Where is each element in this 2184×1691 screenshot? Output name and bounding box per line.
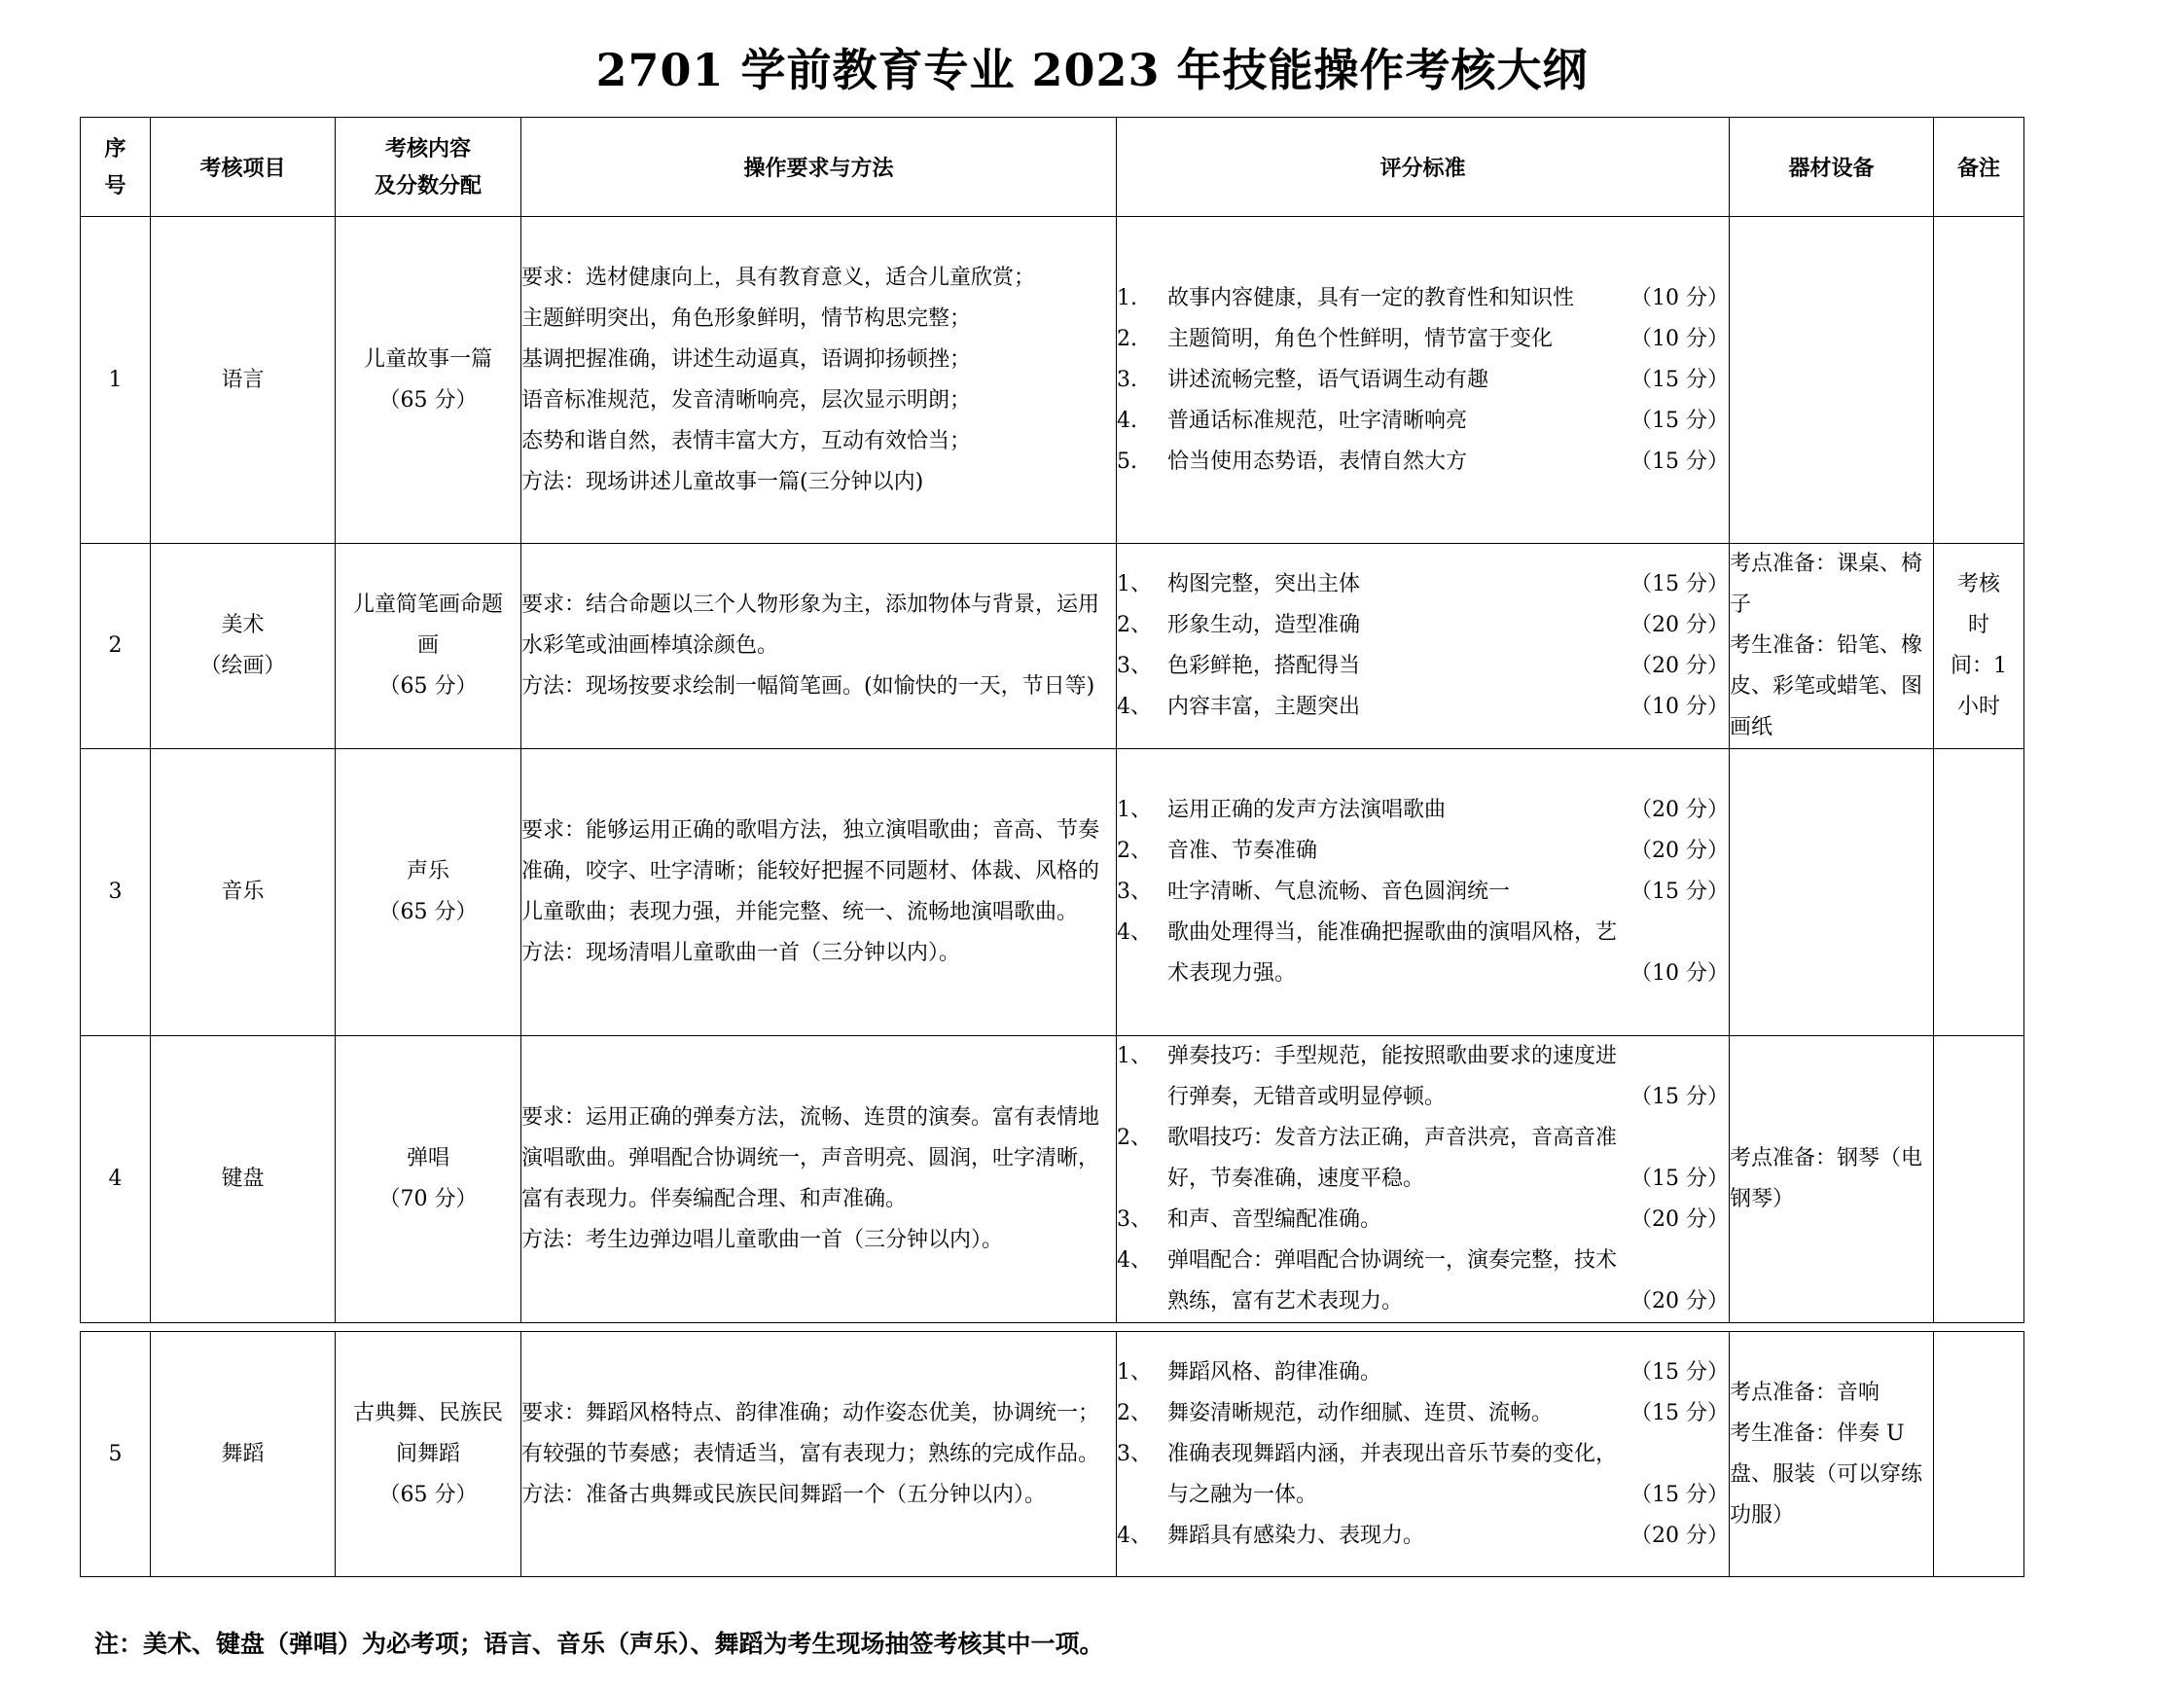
criteria-score: （15 分） <box>1630 880 1729 904</box>
equipment-cell <box>1730 1332 1934 1577</box>
criteria-score: （15 分） <box>1630 572 1729 596</box>
criteria-score: （15 分） <box>1630 1085 1729 1109</box>
criteria-text: 故事内容健康，具有一定的教育性和知识性 <box>1167 285 1575 310</box>
project-cell <box>151 1036 336 1323</box>
criteria-cell <box>1117 749 1730 1036</box>
method-cell <box>521 749 1117 1036</box>
header-content <box>336 118 521 217</box>
criteria-text: 形象生动，造型准确 <box>1167 613 1361 637</box>
criteria-score: （20 分） <box>1630 1523 1729 1548</box>
content-score: （65 分） <box>378 387 478 413</box>
criteria-text: 吐字清晰、气息流畅、音色圆润统一 <box>1167 880 1511 904</box>
method-line: 方法：准备古典舞或民族民间舞蹈一个（五分钟以内）。 <box>521 1482 1047 1507</box>
project-cell <box>151 217 336 544</box>
criteria-number: 3、 <box>1117 880 1152 904</box>
method-line: 要求：能够运用正确的歌唱方法，独立演唱歌曲；音高、节奏准确，咬字、吐字清晰；能较好把握不同题材、体裁、风格的儿童歌曲；表现力强，并能完整、统一、流畅地演唱歌曲。 <box>521 818 1100 924</box>
criteria-text: 讲述流畅完整，语气语调生动有趣 <box>1167 367 1489 392</box>
criteria-item <box>1117 1200 1729 1241</box>
header-project: 考核项目 <box>151 118 336 217</box>
criteria-item <box>1117 605 1729 646</box>
content-cell <box>336 544 521 749</box>
criteria-score: （10 分） <box>1630 285 1729 310</box>
project-cell <box>151 544 336 749</box>
equipment-line: 考点准备：钢琴（电钢琴） <box>1730 1146 1923 1211</box>
criteria-list <box>1117 1036 1729 1322</box>
criteria-item <box>1117 913 1729 994</box>
criteria-score: （20 分） <box>1630 654 1729 678</box>
method-line: 态势和谐自然，表情丰富大方，互动有效恰当； <box>521 428 972 453</box>
criteria-text: 歌唱技巧：发音方法正确，声音洪亮，音高音准好，节奏准确，速度平稳。 <box>1167 1126 1618 1191</box>
criteria-item <box>1117 646 1729 687</box>
equipment-cell <box>1730 217 1934 544</box>
table-row <box>81 1036 2024 1323</box>
criteria-score: （15 分） <box>1630 1482 1729 1507</box>
equipment-line: 考点准备：音响 <box>1730 1380 1880 1405</box>
content-cell <box>336 1036 521 1323</box>
criteria-score: （20 分） <box>1630 1207 1729 1232</box>
criteria-number: 1、 <box>1117 1359 1152 1385</box>
equipment-line: 考点准备：课桌、椅子 <box>1730 552 1923 617</box>
header-content-line2: 及分数分配 <box>374 172 482 198</box>
criteria-score: （20 分） <box>1630 613 1729 637</box>
criteria-number: 2、 <box>1117 1400 1152 1425</box>
criteria-text: 色彩鲜艳，搭配得当 <box>1167 654 1361 678</box>
criteria-list <box>1117 1352 1729 1557</box>
equipment-cell <box>1730 1036 1934 1323</box>
criteria-text: 主题简明，角色个性鲜明，情节富于变化 <box>1167 326 1554 351</box>
criteria-number: 1、 <box>1117 572 1152 596</box>
criteria-item <box>1117 831 1729 872</box>
criteria-score: （10 分） <box>1630 695 1729 719</box>
criteria-number: 3、 <box>1117 1441 1152 1466</box>
criteria-item <box>1117 1516 1729 1557</box>
project-name: 音乐 <box>221 880 265 904</box>
criteria-number: 1、 <box>1117 798 1152 822</box>
criteria-list <box>1117 790 1729 994</box>
criteria-text: 舞蹈具有感染力、表现力。 <box>1167 1523 1425 1548</box>
criteria-score: （15 分） <box>1630 1167 1729 1191</box>
criteria-number: 3. <box>1117 367 1137 392</box>
method-line: 方法：现场讲述儿童故事一篇(三分钟以内) <box>521 469 924 494</box>
criteria-cell <box>1117 217 1730 544</box>
criteria-number: 5. <box>1117 449 1137 474</box>
criteria-number: 3、 <box>1117 1207 1152 1232</box>
header-seq: 序号 <box>81 118 151 217</box>
criteria-text: 弹唱配合：弹唱配合协调统一，演奏完整，技术熟练，富有艺术表现力。 <box>1167 1248 1618 1313</box>
criteria-score: （15 分） <box>1630 367 1729 392</box>
method-line: 要求：运用正确的弹奏方法，流畅、连贯的演奏。富有表情地演唱歌曲。弹唱配合协调统一，声音明亮、圆润，吐字清晰，富有表现力。伴奏编配合理、和声准确。 <box>521 1105 1100 1211</box>
criteria-score: （15 分） <box>1630 1359 1729 1385</box>
remarks-cell <box>1934 749 2024 1036</box>
criteria-number: 3、 <box>1117 654 1152 678</box>
content-cell <box>336 1332 521 1577</box>
seq-cell: 3 <box>81 749 151 1036</box>
content-name: 儿童简笔画命题画 <box>353 593 504 658</box>
method-cell <box>521 544 1117 749</box>
criteria-score: （20 分） <box>1630 798 1729 822</box>
table-row <box>81 1332 2024 1577</box>
criteria-number: 2、 <box>1117 839 1152 863</box>
criteria-number: 4、 <box>1117 695 1152 719</box>
footnote: 注：美术、键盘（弹唱）为必考项；语言、音乐（声乐）、舞蹈为考生现场抽签考核其中一项。 <box>94 1630 1104 1658</box>
method-cell <box>521 217 1117 544</box>
seq-cell: 5 <box>81 1332 151 1577</box>
criteria-score: （15 分） <box>1630 449 1729 474</box>
header-equipment: 器材设备 <box>1730 118 1934 217</box>
method-line: 主题鲜明突出，角色形象鲜明，情节构思完整； <box>521 306 972 331</box>
method-line: 要求：舞蹈风格特点、韵律准确；动作姿态优美，协调统一；有较强的节奏感；表情适当，富有表现力；熟练的完成作品。 <box>521 1400 1100 1466</box>
criteria-number: 2、 <box>1117 1126 1152 1150</box>
content-name: 弹唱 <box>406 1146 449 1170</box>
criteria-score: （10 分） <box>1630 326 1729 351</box>
content-score: （65 分） <box>378 900 478 924</box>
content-cell <box>336 749 521 1036</box>
criteria-score: （20 分） <box>1630 839 1729 863</box>
criteria-item <box>1117 687 1729 728</box>
criteria-text: 弹奏技巧：手型规范，能按照歌曲要求的速度进行弹奏，无错音或明显停顿。 <box>1167 1044 1618 1109</box>
criteria-text: 和声、音型编配准确。 <box>1167 1207 1382 1232</box>
remarks-cell <box>1934 1036 2024 1323</box>
criteria-text: 准确表现舞蹈内涵，并表现出音乐节奏的变化，与之融为一体。 <box>1167 1441 1618 1507</box>
row-separator <box>81 1323 2024 1332</box>
criteria-number: 1. <box>1117 285 1137 310</box>
exam-outline-table <box>80 117 2024 1577</box>
project-name: 美术 <box>221 613 265 637</box>
table-row <box>81 749 2024 1036</box>
criteria-score: （15 分） <box>1630 1400 1729 1425</box>
criteria-number: 2. <box>1117 326 1137 351</box>
seq-cell: 2 <box>81 544 151 749</box>
criteria-text: 内容丰富，主题突出 <box>1167 695 1361 719</box>
criteria-item <box>1117 442 1729 483</box>
project-subtitle: （绘画） <box>199 654 286 678</box>
content-score: （70 分） <box>378 1187 478 1211</box>
criteria-text: 舞姿清晰规范，动作细腻、连贯、流畅。 <box>1167 1400 1554 1425</box>
content-score: （65 分） <box>378 674 478 699</box>
criteria-score: （15 分） <box>1630 408 1729 433</box>
criteria-item <box>1117 872 1729 913</box>
header-row <box>81 118 2024 217</box>
remarks-cell <box>1934 544 2024 749</box>
equipment-line: 考生准备：伴奏 U 盘、服装（可以穿练功服） <box>1730 1421 1923 1528</box>
criteria-item <box>1117 564 1729 605</box>
equipment-cell <box>1730 749 1934 1036</box>
criteria-text: 普通话标准规范，吐字清晰响亮 <box>1167 408 1468 433</box>
content-cell <box>336 217 521 544</box>
criteria-item <box>1117 1118 1729 1200</box>
criteria-item <box>1117 1434 1729 1516</box>
criteria-text: 歌曲处理得当，能准确把握歌曲的演唱风格，艺术表现力强。 <box>1167 920 1618 986</box>
method-line: 语音标准规范，发音清晰响亮，层次显示明朗； <box>521 387 972 413</box>
criteria-number: 4、 <box>1117 920 1152 945</box>
criteria-cell <box>1117 1036 1730 1323</box>
remarks-cell <box>1934 217 2024 544</box>
project-cell <box>151 749 336 1036</box>
header-content-line1: 考核内容 <box>384 135 471 162</box>
project-name: 键盘 <box>221 1167 265 1191</box>
method-cell <box>521 1036 1117 1323</box>
method-line: 方法：现场按要求绘制一幅简笔画。(如愉快的一天，节日等) <box>521 674 1095 699</box>
equipment-line: 考生准备：铅笔、橡皮、彩笔或蜡笔、图画纸 <box>1730 633 1923 739</box>
content-name: 声乐 <box>406 859 449 883</box>
content-name: 儿童故事一篇 <box>363 346 492 372</box>
header-method: 操作要求与方法 <box>521 118 1117 217</box>
remarks-cell <box>1934 1332 2024 1577</box>
method-line: 基调把握准确，讲述生动逼真，语调抑扬顿挫； <box>521 346 972 372</box>
method-line: 方法：现场清唱儿童歌曲一首（三分钟以内）。 <box>521 941 961 965</box>
table-row <box>81 217 2024 544</box>
criteria-text: 构图完整，突出主体 <box>1167 572 1361 596</box>
criteria-cell <box>1117 1332 1730 1577</box>
page-title: 2701 学前教育专业 2023 年技能操作考核大纲 <box>595 44 1589 96</box>
criteria-text: 音准、节奏准确 <box>1167 839 1318 863</box>
header-criteria: 评分标准 <box>1117 118 1730 217</box>
criteria-item <box>1117 278 1729 319</box>
seq-cell: 4 <box>81 1036 151 1323</box>
criteria-list <box>1117 278 1729 483</box>
criteria-item <box>1117 790 1729 831</box>
criteria-number: 4. <box>1117 408 1137 433</box>
project-name: 舞蹈 <box>221 1441 265 1466</box>
criteria-text: 运用正确的发声方法演唱歌曲 <box>1167 798 1447 822</box>
criteria-item <box>1117 360 1729 401</box>
criteria-text: 恰当使用态势语，表情自然大方 <box>1167 449 1468 474</box>
project-name: 语言 <box>221 367 265 392</box>
project-cell <box>151 1332 336 1577</box>
equipment-cell <box>1730 544 1934 749</box>
criteria-item <box>1117 1393 1729 1434</box>
criteria-item <box>1117 1036 1729 1118</box>
method-line: 方法：考生边弹边唱儿童歌曲一首（三分钟以内）。 <box>521 1228 1004 1252</box>
remarks-text: 考核时间：1 小时 <box>1951 572 2007 719</box>
criteria-number: 4、 <box>1117 1248 1152 1273</box>
criteria-text: 舞蹈风格、韵律准确。 <box>1167 1359 1382 1385</box>
criteria-score: （20 分） <box>1630 1289 1729 1313</box>
header-remarks: 备注 <box>1934 118 2024 217</box>
method-line: 要求：选材健康向上，具有教育意义，适合儿童欣赏； <box>521 265 1036 290</box>
criteria-item <box>1117 401 1729 442</box>
table-row <box>81 544 2024 749</box>
criteria-score: （10 分） <box>1630 961 1729 986</box>
criteria-number: 2、 <box>1117 613 1152 637</box>
criteria-cell <box>1117 544 1730 749</box>
content-score: （65 分） <box>378 1482 478 1507</box>
criteria-item <box>1117 319 1729 360</box>
criteria-number: 1、 <box>1117 1044 1152 1068</box>
method-line: 要求：结合命题以三个人物形象为主，添加物体与背景，运用水彩笔或油画棒填涂颜色。 <box>521 593 1100 658</box>
seq-cell: 1 <box>81 217 151 544</box>
criteria-number: 4、 <box>1117 1523 1152 1548</box>
content-name: 古典舞、民族民间舞蹈 <box>352 1400 503 1466</box>
criteria-item <box>1117 1241 1729 1322</box>
criteria-list <box>1117 564 1729 728</box>
separator-cell <box>81 1323 2024 1332</box>
method-cell <box>521 1332 1117 1577</box>
criteria-item <box>1117 1352 1729 1393</box>
